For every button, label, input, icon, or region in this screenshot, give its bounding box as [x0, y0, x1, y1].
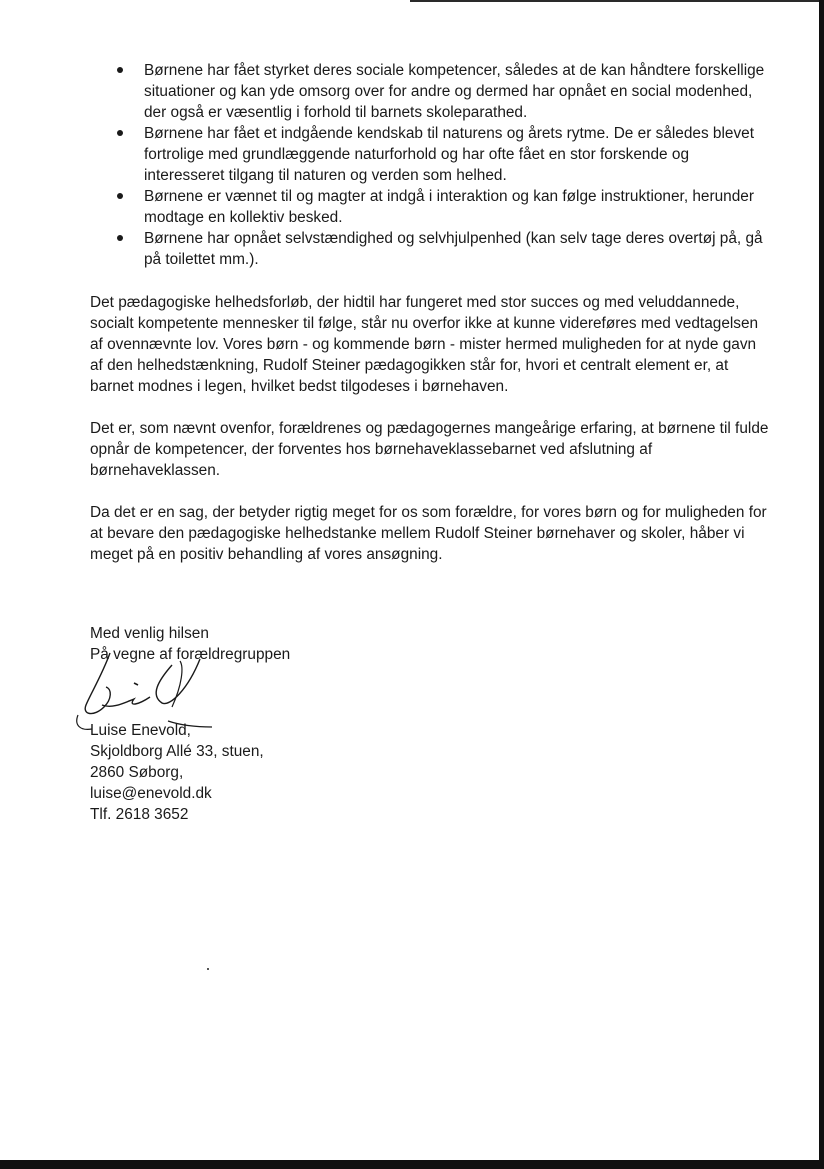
- paragraph-experience: Det er, som nævnt ovenfor, forældrenes og pædagogernes mangeårige erfaring, at børnene til fulde opnår de kompetencer, der forventes hos børnehaveklassebarnet ved afslutning af børnehaveklassen.: [90, 420, 769, 479]
- sender-street: Skjoldborg Allé 33, stuen,: [90, 743, 264, 760]
- scan-speck: [207, 968, 209, 970]
- paragraph-request: Da det er en sag, der betyder rigtig meget for os som forældre, for vores børn og for muligheden for at bevare den pædagogiske helhedstanke mellem Rudolf Steiner børnehaver og skoler, håber vi meget på en positiv behandling af vores ansøgning.: [90, 504, 767, 563]
- bullet-icon: [117, 235, 123, 241]
- sender-email: luise@enevold.dk: [90, 785, 212, 802]
- letter-page: [90, 60, 770, 825]
- bullet-icon: [117, 193, 123, 199]
- bullet-icon: [117, 67, 123, 73]
- list-item: [90, 228, 770, 270]
- sender-city: 2860 Søborg,: [90, 764, 184, 781]
- list-item-text: Børnene har fået et indgående kendskab til naturens og årets rytme. De er således blevet fortrolige med grundlæggende naturforhold og har ofte fået en stor forskende og interesseret tilgang til naturen og verden som helhed.: [144, 125, 754, 184]
- list-item: [90, 60, 770, 123]
- list-item-text: Børnene har opnået selvstændighed og selvhjulpenhed (kan selv tage deres overtøj på, gå på toilettet mm.).: [144, 230, 763, 268]
- list-item-text: Børnene har fået styrket deres sociale kompetencer, således at de kan håndtere forskellige situationer og kan yde omsorg over for andre og dermed har opnået en social modenhed, der også er væsentlig i forhold til barnets skoleparathed.: [144, 62, 765, 121]
- sender-name: Luise Enevold,: [90, 722, 191, 739]
- competence-list: [90, 60, 770, 270]
- scan-edge-right: [819, 0, 824, 1169]
- list-item: [90, 123, 770, 186]
- closing-on-behalf: På vegne af forældregruppen: [90, 646, 291, 663]
- list-item: [90, 186, 770, 228]
- scan-edge-top: [410, 0, 824, 2]
- scan-edge-bottom: [0, 1160, 824, 1169]
- paragraph-pedagogy: Det pædagogiske helhedsforløb, der hidtil har fungeret med stor succes og med veluddannede, socialt kompetente mennesker til følge, står nu overfor ikke at kunne videreføres med vedtagelsen af ovennævnte lov. Vores børn - og kommende børn - mister hermed muligheden for at nyde gavn af den helhedstænkning, Rudolf Steiner pædagogikken står for, hvori et centralt element er, at barnet modnes i legen, hvilket bedst tilgodeses i børnehaven.: [90, 294, 759, 395]
- handwritten-signature: [72, 645, 232, 745]
- sender-phone: Tlf. 2618 3652: [90, 806, 189, 823]
- closing-greeting: Med venlig hilsen: [90, 625, 209, 642]
- bullet-icon: [117, 130, 123, 136]
- list-item-text: Børnene er vænnet til og magter at indgå i interaktion og kan følge instruktioner, herunder modtage en kollektiv besked.: [144, 188, 754, 226]
